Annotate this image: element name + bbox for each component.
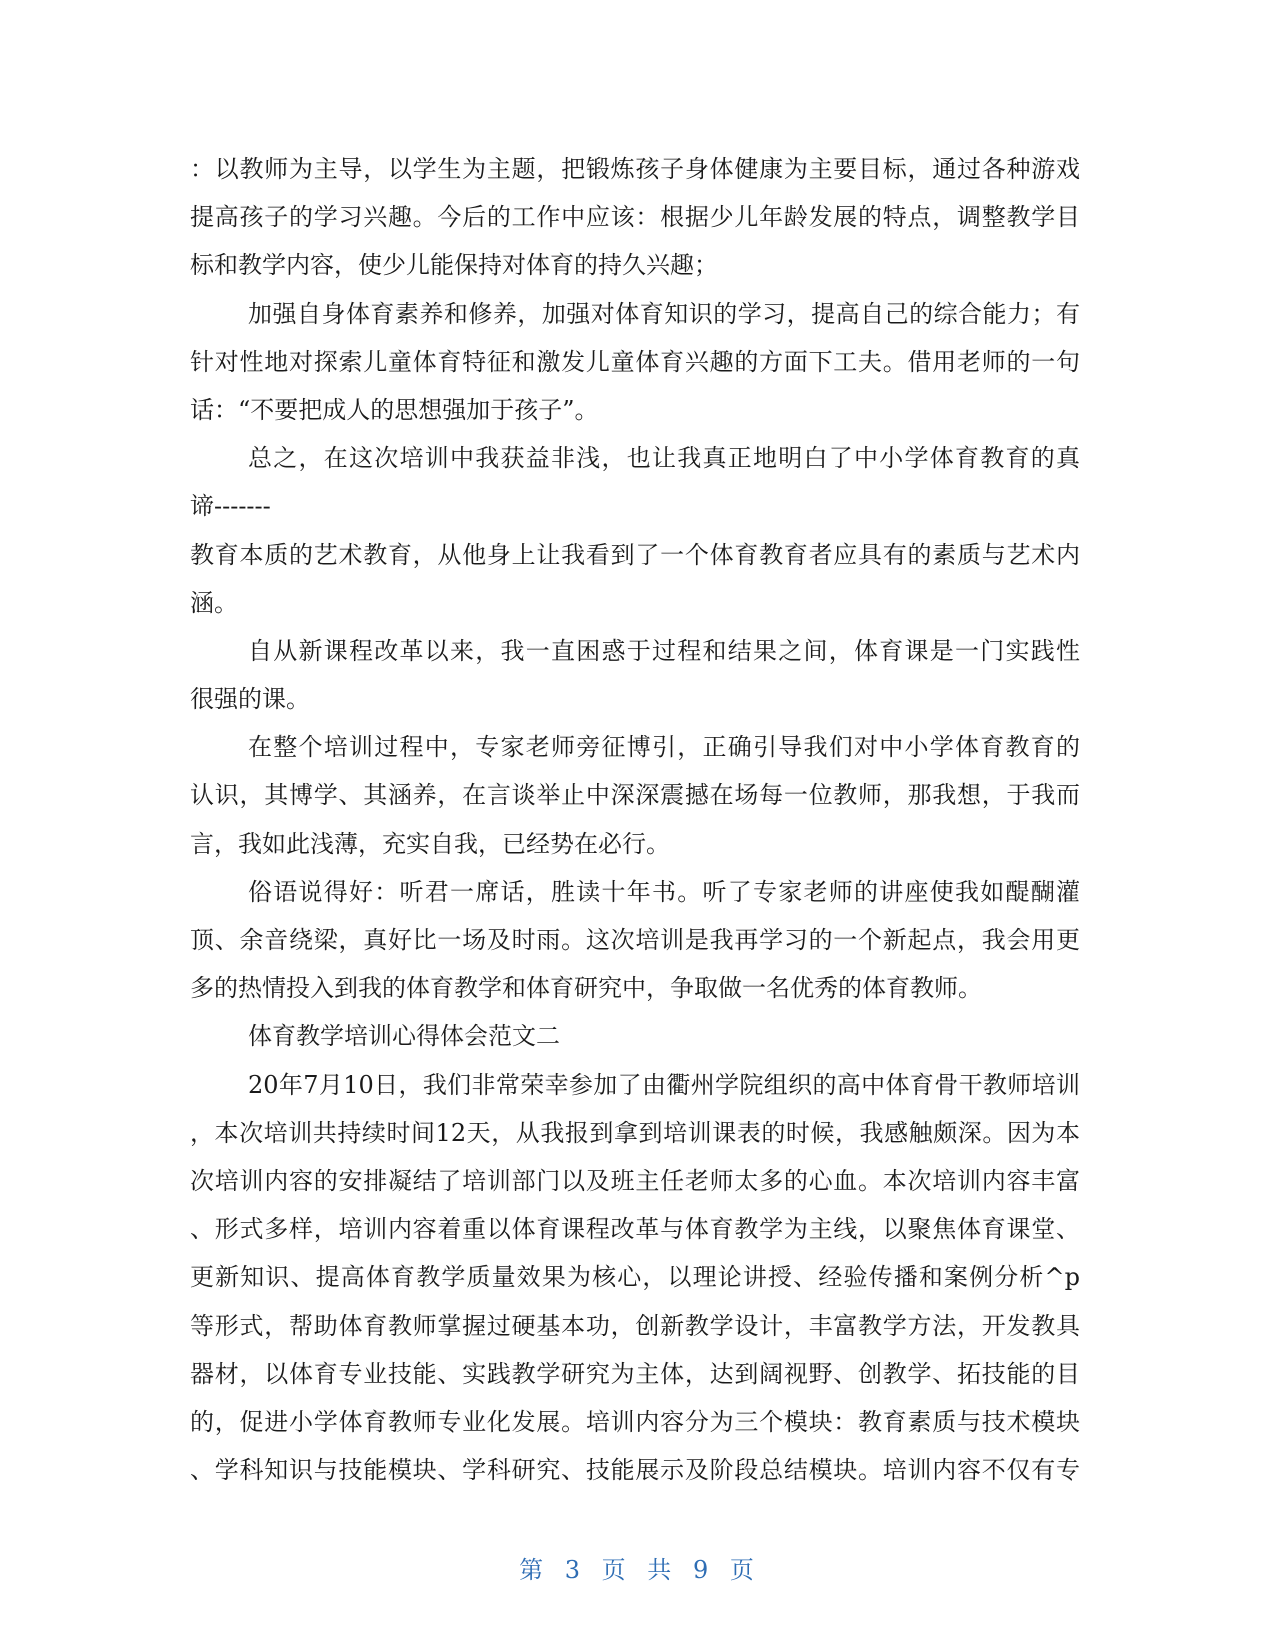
text-line: ，本次培训共持续时间12天，从我报到拿到培训课表的时候，我感触颇深。因为本 — [190, 1118, 1080, 1147]
text-line: 谛------- — [190, 492, 271, 521]
text-line: 自从新课程改革以来，我一直困惑于过程和结果之间，体育课是一门实践性 — [248, 636, 1080, 665]
text-line: 、学科知识与技能模块、学科研究、技能展示及阶段总结模块。培训内容不仅有专 — [190, 1456, 1080, 1485]
text-line: ：以教师为主导，以学生为主题，把锻炼孩子身体健康为主要目标，通过各种游戏 — [190, 155, 1080, 183]
page-number-footer: 第 3 页 共 9 页 — [519, 1556, 756, 1584]
document-body — [190, 145, 1080, 1494]
text-line: 言，我如此浅薄，充实自我，已经势在必行。 — [190, 829, 670, 858]
text-line: 涵。 — [190, 588, 238, 617]
text-line: 更新知识、提高体育教学质量效果为核心，以理论讲授、经验传播和案例分析^p — [190, 1263, 1080, 1292]
text-line: 20年7月10日，我们非常荣幸参加了由衢州学院组织的高中体育骨干教师培训 — [248, 1070, 1080, 1099]
text-line: 针对性地对探索儿童体育特征和激发儿童体育兴趣的方面下工夫。借用老师的一句 — [190, 347, 1080, 376]
text-line: 器材，以体育专业技能、实践教学研究为主体，达到阔视野、创教学、拓技能的目 — [190, 1359, 1080, 1388]
text-line: 顶、余音绕梁，真好比一场及时雨。这次培训是我再学习的一个新起点，我会用更 — [190, 926, 1080, 954]
text-line: 加强自身体育素养和修养，加强对体育知识的学习，提高自己的综合能力；有 — [248, 299, 1080, 328]
text-line: 总之，在这次培训中我获益非浅，也让我真正地明白了中小学体育教育的真 — [248, 444, 1080, 473]
text-line: 标和教学内容，使少儿能保持对体育的持久兴趣； — [190, 251, 718, 280]
text-line: 提高孩子的学习兴趣。今后的工作中应该：根据少儿年龄发展的特点，调整教学目 — [190, 203, 1080, 232]
text-line: 认识，其博学、其涵养，在言谈举止中深深震撼在场每一位教师，那我想，于我而 — [190, 781, 1080, 810]
text-line: 的，促进小学体育教师专业化发展。培训内容分为三个模块：教育素质与技术模块 — [190, 1407, 1080, 1436]
text-line: 等形式，帮助体育教师掌握过硬基本功，创新教学设计，丰富教学方法，开发教具 — [190, 1311, 1080, 1340]
text-line: 多的热情投入到我的体育教学和体育研究中，争取做一名优秀的体育教师。 — [190, 974, 982, 1003]
text-line: 很强的课。 — [190, 685, 310, 714]
text-line: 话：“不要把成人的思想强加于孩子”。 — [190, 395, 599, 424]
text-line: 体育教学培训心得体会范文二 — [248, 1022, 560, 1051]
text-line: 在整个培训过程中，专家老师旁征博引，正确引导我们对中小学体育教育的 — [248, 733, 1080, 762]
text-line: 教育本质的艺术教育，从他身上让我看到了一个体育教育者应具有的素质与艺术内 — [190, 540, 1080, 569]
text-line: 、形式多样，培训内容着重以体育课程改革与体育教学为主线，以聚焦体育课堂、 — [190, 1215, 1080, 1244]
text-line: 俗语说得好：听君一席话，胜读十年书。听了专家老师的讲座使我如醍醐灌 — [248, 877, 1080, 906]
text-line: 次培训内容的安排凝结了培训部门以及班主任老师太多的心血。本次培训内容丰富 — [190, 1166, 1080, 1195]
